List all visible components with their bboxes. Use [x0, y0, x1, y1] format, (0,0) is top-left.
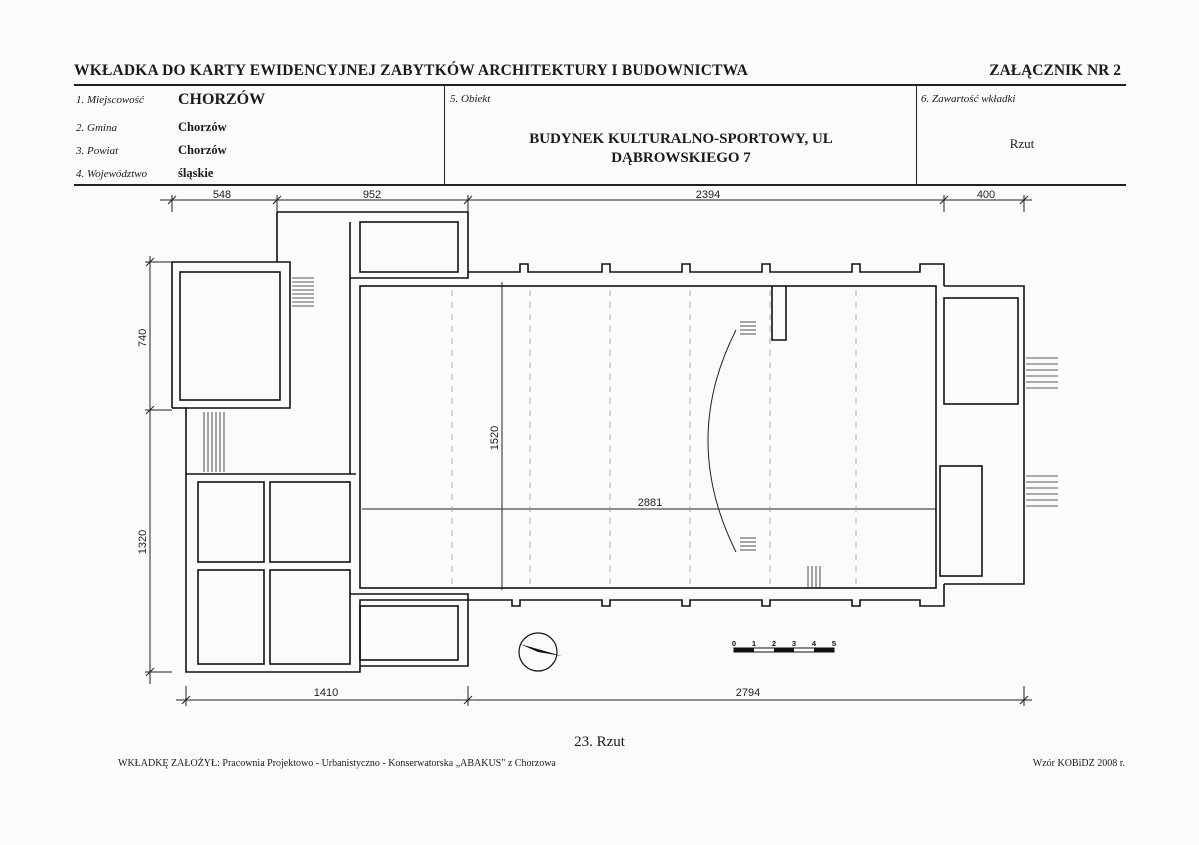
dim-bottom-1: 1410 — [313, 687, 339, 699]
dim-hall-length: 2881 — [637, 497, 663, 509]
dim-top-2: 952 — [362, 189, 382, 201]
voivodeship-value: śląskie — [178, 166, 214, 180]
dim-left-2: 1320 — [137, 529, 149, 555]
object-name-line-2: DĄBROWSKIEGO 7 — [611, 150, 751, 166]
object-name-line-1: BUDYNEK KULTURALNO-SPORTOWY, UL — [529, 131, 833, 147]
locality-label: 1. Miejscowość — [76, 94, 144, 106]
north-arrow-icon — [519, 633, 562, 671]
dim-top-3: 2394 — [695, 189, 721, 201]
annex-number: ZAŁĄCZNIK NR 2 — [989, 62, 1121, 79]
county-label: 3. Powiat — [76, 145, 119, 157]
voivodeship-label: 4. Województwo — [76, 168, 148, 180]
scale-label-2: 2 — [771, 639, 777, 648]
dim-hall-height: 1520 — [489, 425, 501, 451]
county-value: Chorzów — [178, 143, 227, 157]
scale-bar — [734, 648, 834, 652]
object-label: 5. Obiekt — [450, 93, 491, 105]
scale-label-1: 1 — [751, 639, 757, 648]
document-title: WKŁADKA DO KARTY EWIDENCYJNEJ ZABYTKÓW ARCHITEKTURY I BUDOWNICTWA — [74, 62, 749, 79]
footer-author: WKŁADKĘ ZAŁOŻYŁ: Pracownia Projektowo - Urbanistyczno - Konserwatorska „ABAKUS" z Chorzowa — [118, 758, 556, 769]
dim-bottom-2: 2794 — [735, 687, 761, 699]
commune-value: Chorzów — [178, 120, 227, 134]
scale-label-0: 0 — [731, 639, 737, 648]
drawing-caption: 23. Rzut — [574, 734, 625, 750]
scale-label-3: 3 — [791, 639, 797, 648]
scale-label-4: 4 — [811, 639, 817, 648]
footer-template: Wzór KOBiDZ 2008 r. — [1032, 758, 1125, 769]
dim-top-4: 400 — [976, 189, 996, 201]
content-label: 6. Zawartość wkładki — [921, 93, 1016, 105]
commune-label: 2. Gmina — [76, 122, 117, 134]
dim-top-1: 548 — [212, 189, 232, 201]
dim-left-1: 740 — [137, 328, 149, 348]
scale-label-5: 5 — [831, 639, 837, 648]
locality-value: CHORZÓW — [178, 91, 266, 108]
content-value: Rzut — [1009, 136, 1035, 151]
